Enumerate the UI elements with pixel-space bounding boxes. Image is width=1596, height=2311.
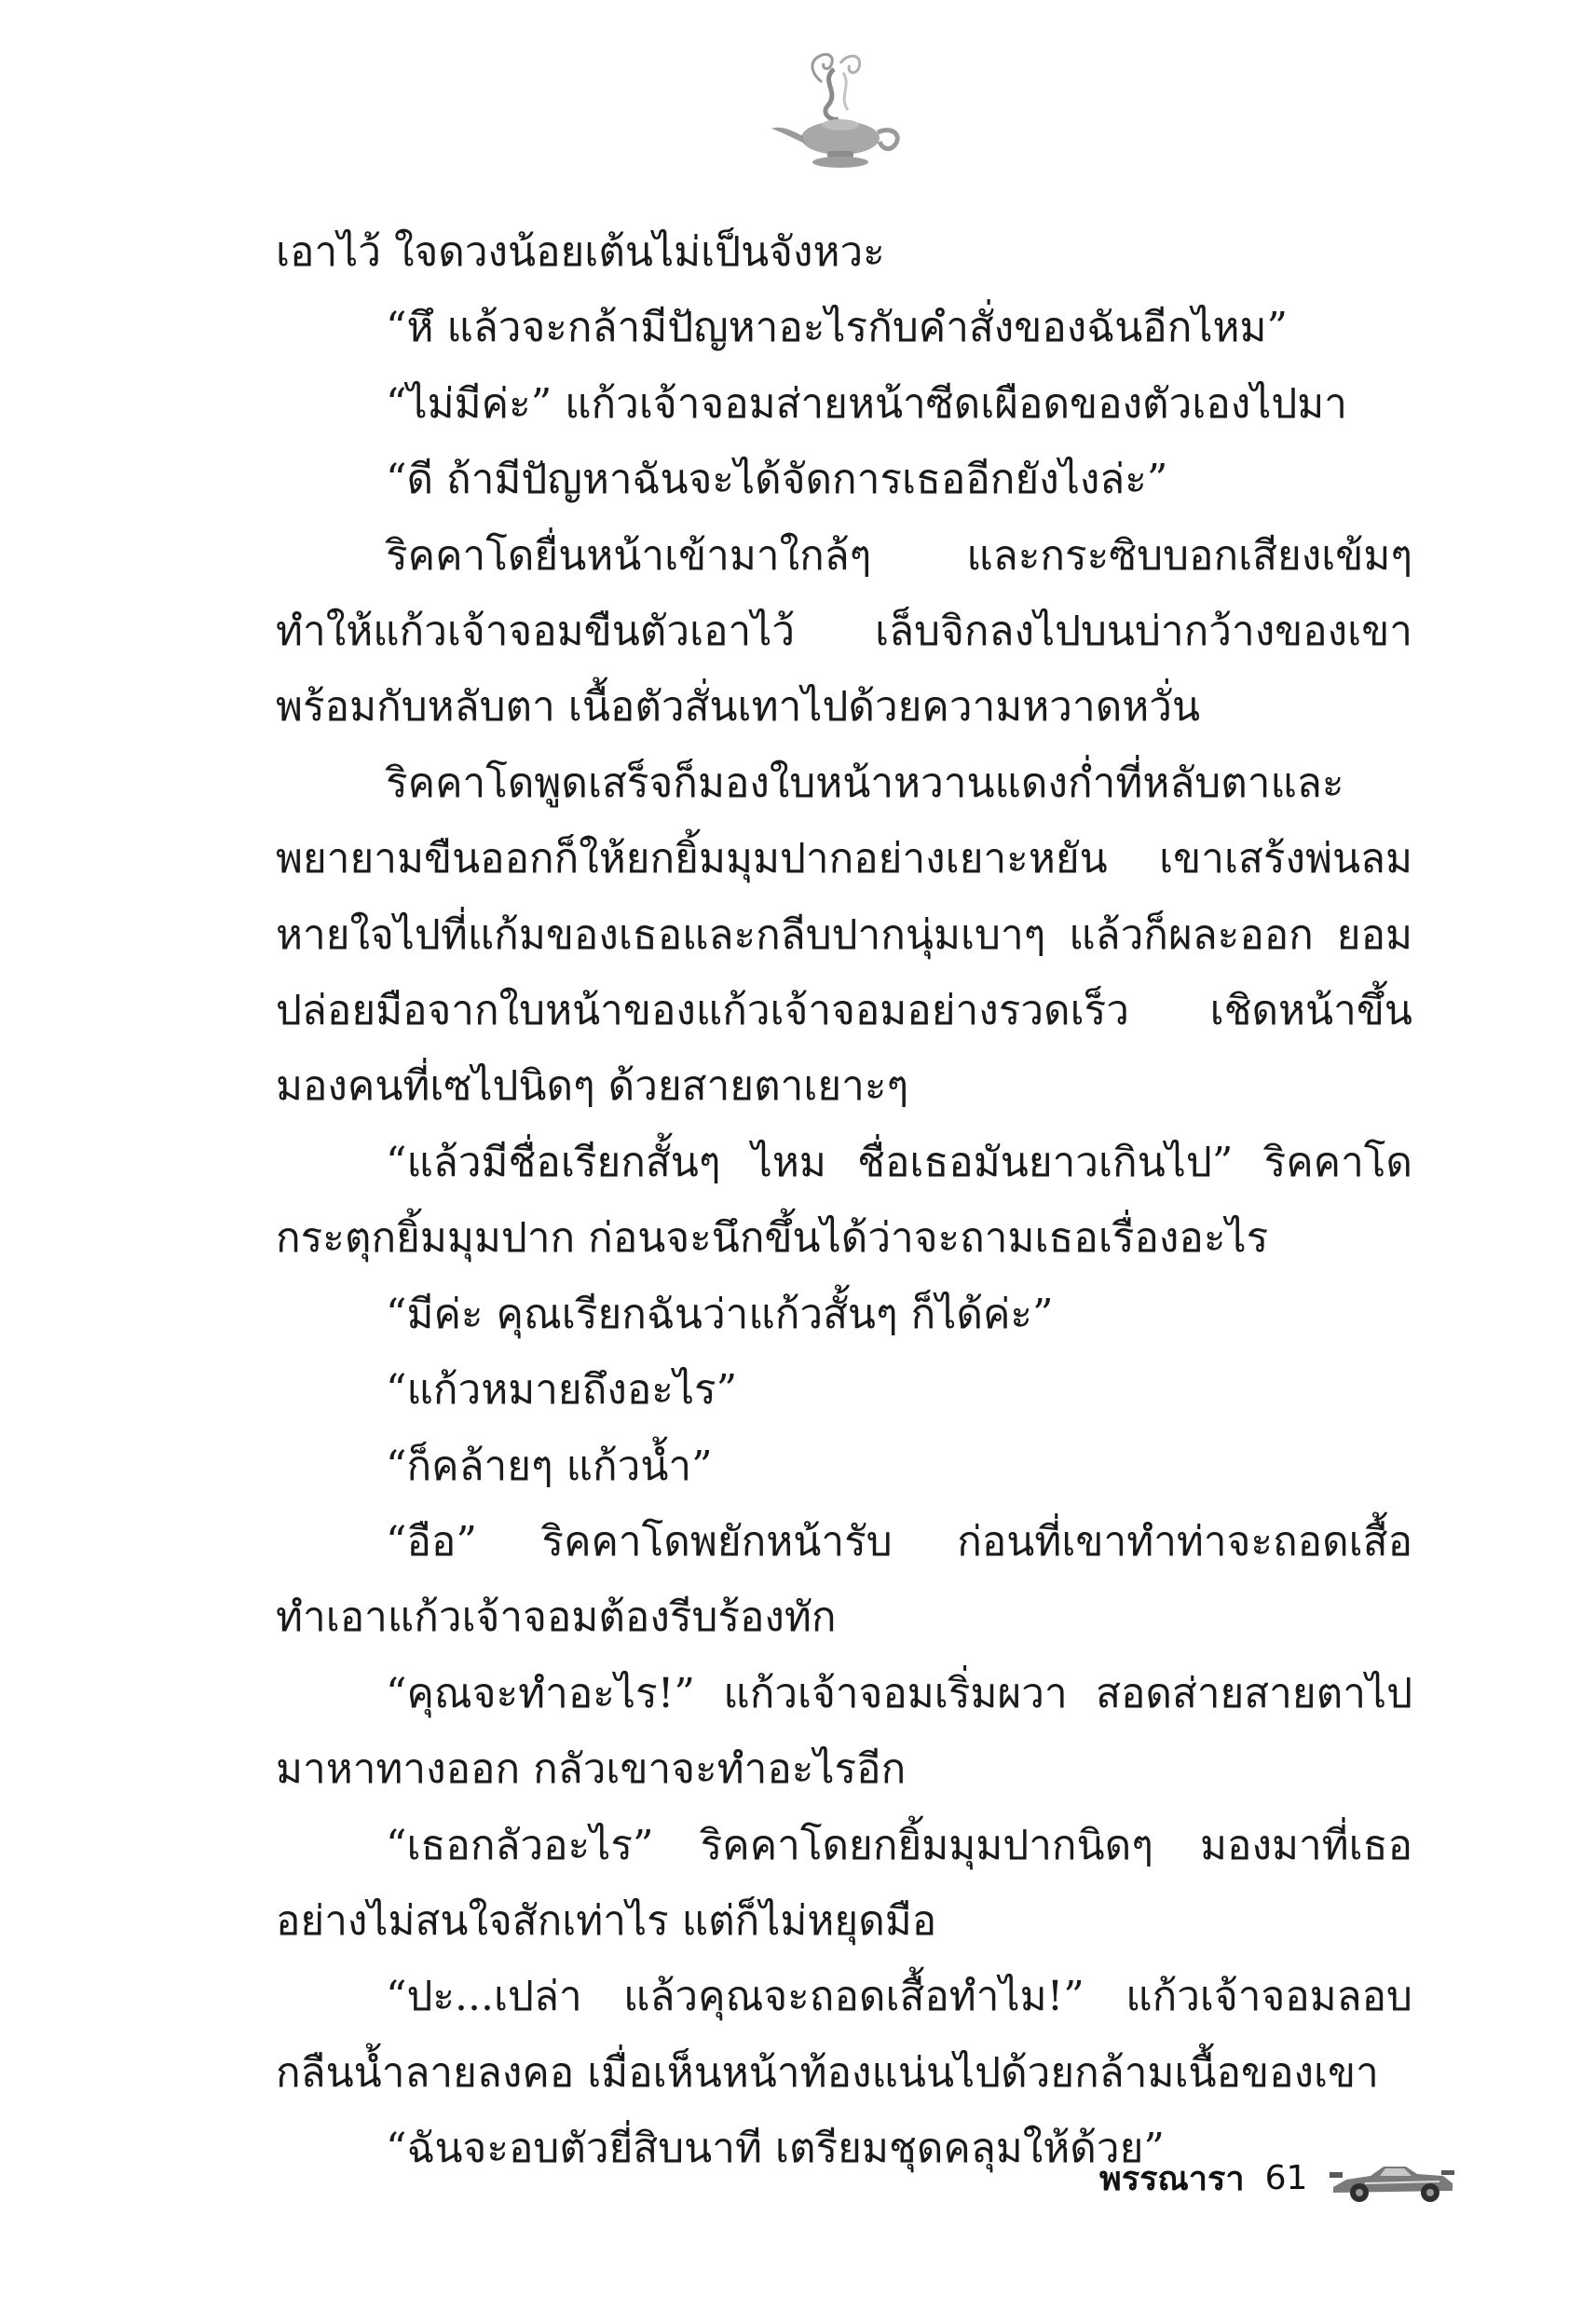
paragraph-4: “ดี ถ้ามีปัญหาฉันจะได้จัดการเธออีกยังไงล่ะ” (386, 456, 1168, 504)
paragraph-3: “ไม่มีค่ะ” แก้วเจ้าจอมส่ายหน้าซีดเผือดของตัวเองไปมา (386, 379, 1348, 428)
paragraph-9: “แก้วหมายถึงอะไร” (386, 1366, 738, 1415)
footer-author: พรรณารา (1099, 2159, 1245, 2198)
race-car-icon (1328, 2152, 1458, 2204)
paragraph-5: ริคคาโดยื่นหน้าเข้ามาใกล้ๆ และกระซิบบอกเสียงเข้มๆ ทำให้แก้วเจ้าจอมขืนตัวเอาไว้ เล็บจิกลงไปบนบ่ากว้างของเขา พร้อมกับหลับตา เนื้อตัวสั่นเทาไปด้วยความหวาดหวั่น (276, 531, 1412, 732)
paragraph-6: ริคคาโดพูดเสร็จก็มองใบหน้าหวานแดงก่ำที่หลับตาและพยายามขืนออกก็ให้ยกยิ้มมุมปากอย่างเยาะหยัน เขาเสร้งพ่นลมหายใจไปที่แก้มของเธอและกลีบปากนุ่มเบาๆ แล้วก็ผละออก ยอมปล่อยมือจากใบหน้าของแก้วเจ้าจอมอย่างรวดเร็ว เชิดหน้าขึ้น มองคนที่เซไปนิดๆ ด้วยสายตาเยาะๆ (276, 759, 1412, 1111)
paragraph-1: เอาไว้ ใจดวงน้อยเต้นไม่เป็นจังหวะ (276, 228, 885, 276)
paragraph-7: “แล้วมีชื่อเรียกสั้นๆ ไหม ชื่อเธอมันยาวเกินไป” ริคคาโดกระตุกยิ้มมุมปาก ก่อนจะนึกขึ้นได้ว่าจะถามเธอเรื่องอะไร (276, 1138, 1412, 1263)
paragraph-11: “อือ” ริคคาโดพยักหน้ารับ ก่อนที่เขาทำท่าจะถอดเสื้อ ทำเอาแก้วเจ้าจอมต้องรีบร้องทัก (276, 1517, 1412, 1642)
genie-lamp-icon (755, 45, 913, 175)
paragraph-14: “ปะ...เปล่า แล้วคุณจะถอดเสื้อทำไม!” แก้วเจ้าจอมลอบกลืนน้ำลายลงคอ เมื่อเห็นหน้าท้องแน่นไปด้วยกล้ามเนื้อของเขา (276, 1973, 1412, 2097)
paragraph-12: “คุณจะทำอะไร!” แก้วเจ้าจอมเริ่มผวา สอดส่ายสายตาไปมาหาทางออก กลัวเขาจะทำอะไรอีก (276, 1669, 1412, 1794)
page-footer (1099, 2145, 1509, 2210)
text-body (276, 214, 1412, 2187)
page-number: 61 (1264, 2158, 1308, 2197)
paragraph-10: “ก็คล้ายๆ แก้วน้ำ” (386, 1442, 713, 1490)
paragraph-8: “มีค่ะ คุณเรียกฉันว่าแก้วสั้นๆ ก็ได้ค่ะ” (386, 1290, 1054, 1338)
paragraph-13: “เธอกลัวอะไร” ริคคาโดยกยิ้มมุมปากนิดๆ มองมาที่เธออย่างไม่สนใจสักเท่าไร แต่ก็ไม่หยุดมือ (276, 1821, 1412, 1945)
paragraph-15: “ฉันจะอบตัวยี่สิบนาที เตรียมชุดคลุมให้ด้วย” (386, 2125, 1165, 2173)
paragraph-2: “หึ แล้วจะกล้ามีปัญหาอะไรกับคำสั่งของฉันอีกไหม” (386, 304, 1288, 352)
